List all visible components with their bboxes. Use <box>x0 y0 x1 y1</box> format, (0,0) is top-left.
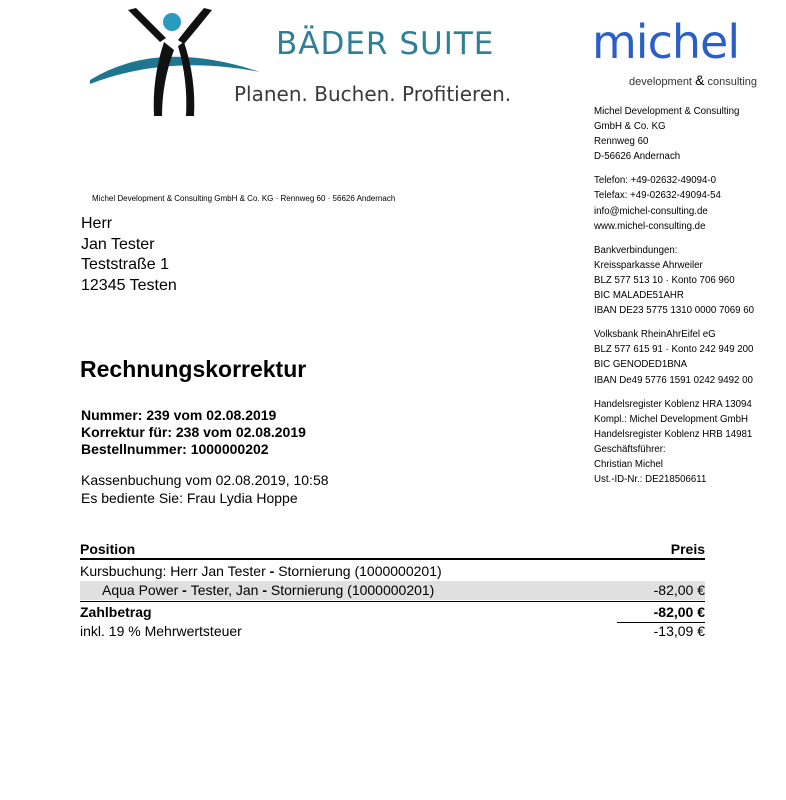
course-description <box>80 562 442 581</box>
bank-line: BIC GENODED1BNA <box>594 359 688 371</box>
bank-line: Kreissparkasse Ahrweiler <box>594 259 703 271</box>
company-info <box>594 104 784 496</box>
michel-sub-development: development <box>629 76 692 88</box>
table-divider <box>80 600 705 602</box>
register-line: Ust.-ID-Nr.: DE218506611 <box>594 474 707 486</box>
booking-timestamp: Kassenbuchung vom 02.08.2019, 10:58 <box>81 472 329 488</box>
company-website: www.michel-consulting.de <box>594 220 706 232</box>
company-contact <box>594 173 784 233</box>
company-address-line: GmbH & Co. KG <box>594 121 666 133</box>
company-bank-2 <box>594 327 784 387</box>
item-description <box>102 581 434 600</box>
header-price: Preis <box>670 541 705 557</box>
item-dash: - <box>258 582 271 598</box>
item-price: -82,00 € <box>653 582 705 598</box>
bank-line: BLZ 577 513 10 · Konto 706 960 <box>594 274 735 286</box>
header-position: Position <box>80 541 136 557</box>
table-header <box>80 540 705 560</box>
baeder-suite-logo <box>88 8 512 120</box>
baeder-suite-brand: BÄDER SUITE <box>276 26 495 62</box>
served-by: Es bediente Sie: Frau Lydia Hoppe <box>81 489 298 506</box>
baeder-suite-tagline: Planen. Buchen. Profitieren. <box>234 82 512 106</box>
company-phone: Telefon: +49-02632-49094-0 <box>594 175 716 187</box>
company-fax: Telefax: +49-02632-49094-54 <box>594 190 721 202</box>
company-email: info@michel-consulting.de <box>594 205 708 217</box>
course-status: Stornierung (1000000201) <box>278 563 442 579</box>
register-line: Handelsregister Koblenz HRB 14981 <box>594 428 753 440</box>
total-label: Zahlbetrag <box>80 604 152 620</box>
correction-reference: Korrektur für: 238 vom 02.08.2019 <box>81 424 306 440</box>
vat-value: -13,09 € <box>653 623 705 639</box>
item-name: Aqua Power <box>102 582 179 598</box>
company-bank-1 <box>594 243 784 318</box>
bank-line: IBAN DE23 5775 1310 0000 7069 60 <box>594 305 754 317</box>
company-address <box>594 104 784 164</box>
company-register <box>594 397 784 488</box>
michel-logo-name: michel <box>592 15 740 69</box>
register-line: Geschäftsführer: <box>594 443 666 455</box>
item-dash: - <box>178 582 191 598</box>
booking-info <box>81 472 329 507</box>
order-number: Bestellnummer: 1000000202 <box>81 441 269 457</box>
table-row-vat <box>80 622 705 641</box>
total-value: -82,00 € <box>653 604 705 620</box>
document-meta <box>81 407 306 458</box>
michel-logo-subtitle <box>629 72 757 88</box>
register-line: Kompl.: Michel Development GmbH <box>594 413 748 425</box>
document-title: Rechnungskorrektur <box>80 356 307 382</box>
bank-line: BLZ 577 615 91 · Konto 242 949 200 <box>594 344 754 356</box>
register-line: Christian Michel <box>594 458 663 470</box>
table-row-course <box>80 562 705 581</box>
invoice-table <box>80 540 705 641</box>
michel-logo <box>592 15 772 88</box>
recipient-address <box>81 214 177 296</box>
recipient-salutation: Herr <box>81 215 113 232</box>
item-status: Stornierung (1000000201) <box>270 582 435 598</box>
item-person: Tester, Jan <box>190 582 259 598</box>
course-dash: - <box>265 563 279 579</box>
bank-line: IBAN De49 5776 1591 0242 9492 00 <box>594 374 753 386</box>
table-row-item <box>80 581 705 600</box>
invoice-number: Nummer: 239 vom 02.08.2019 <box>81 407 277 423</box>
recipient-city: 12345 Testen <box>81 276 177 294</box>
company-address-line: D-56626 Andernach <box>594 151 681 163</box>
michel-sub-consulting: consulting <box>707 76 758 88</box>
recipient-street: Teststraße 1 <box>81 256 170 273</box>
register-line: Handelsregister Koblenz HRA 13094 <box>594 398 752 410</box>
table-row-total <box>80 603 705 622</box>
sender-address-line: Michel Development & Consulting GmbH & Co. KG · Rennweg 60 · 56626 Andernach <box>92 194 396 203</box>
vat-label: inkl. 19 % Mehrwertsteuer <box>80 623 242 639</box>
bank-line: Bankverbindungen: <box>594 244 678 256</box>
company-address-line: Michel Development & Consulting <box>594 106 740 117</box>
bank-line: BIC MALADE51AHR <box>594 290 684 302</box>
michel-sub-amp: & <box>695 72 705 88</box>
course-text: Kursbuchung: Herr Jan Tester <box>80 563 266 579</box>
recipient-name: Jan Tester <box>81 235 155 253</box>
company-address-line: Rennweg 60 <box>594 136 649 148</box>
bank-line: Volksbank RheinAhrEifel eG <box>594 329 716 341</box>
